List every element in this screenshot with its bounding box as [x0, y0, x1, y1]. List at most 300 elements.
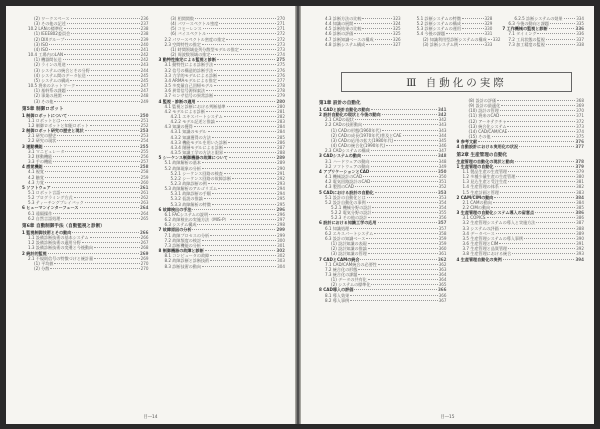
leader-dots	[64, 53, 140, 55]
toc-entry-title: 4.2 触覚	[28, 174, 44, 180]
toc-entry-page: 380	[576, 174, 584, 180]
toc-entry-title: 4 アプリケーションとCAD	[319, 168, 370, 174]
toc-entry-title: (3) その他の記述	[34, 21, 66, 27]
toc-entry-page: 291	[277, 170, 285, 176]
toc-entry-title: 4.3 製図のCAD	[325, 184, 354, 190]
leader-dots	[378, 263, 438, 265]
leader-dots	[61, 119, 139, 121]
toc-entry-title: (3) CADの応用の拡大(1980年代)	[331, 137, 394, 143]
leader-dots	[64, 27, 140, 29]
toc-entry-page: 354	[438, 199, 447, 205]
toc-entry-title: 2.1 研究の歴史	[28, 133, 57, 139]
toc-entry-title: 5.2.2 シーケンス回路の故障診断	[170, 175, 232, 181]
toc-entry-page: 323	[392, 16, 401, 21]
toc-entry-page: 357	[438, 225, 447, 231]
leader-dots	[358, 268, 437, 270]
leader-dots	[67, 22, 140, 24]
leader-dots	[496, 232, 576, 234]
leader-dots	[67, 89, 140, 91]
toc-entry-page: 287	[277, 144, 285, 150]
page-number: 目―14	[143, 415, 158, 420]
leader-dots	[550, 22, 575, 24]
toc-entry-page: 296	[276, 206, 285, 212]
toc-entry-title: 5.2.2 電気分野の設計	[331, 210, 372, 216]
toc-entry-page: 345	[438, 137, 447, 143]
toc-entry-title: 1 監視制御技術とその動向	[22, 229, 72, 235]
toc-entry-page: 375	[576, 134, 584, 140]
toc-entry-page: 364	[438, 272, 447, 277]
toc-entry-title: (4) システム間のデータ伝送	[34, 72, 86, 78]
toc-entry-page: 359	[438, 235, 447, 241]
chapter-heading: 第1章 設計の自動化	[319, 101, 361, 106]
toc-entry-title: 4.1 視覚	[28, 169, 44, 175]
toc-entry-page: 280	[277, 103, 285, 109]
toc-entry-title: 3.1 マニピュレータ	[28, 148, 65, 154]
left-page	[6, 6, 295, 424]
toc-entry-title: 5.3.2 仮説の推論	[170, 196, 203, 202]
leader-dots	[49, 48, 140, 50]
leader-dots	[214, 94, 276, 96]
toc-entry-title: (5) システムの構成	[34, 77, 70, 83]
toc-entry-title: 1.3 見込生産と受注生産	[462, 179, 508, 185]
toc-entry-page: 240	[140, 41, 149, 47]
toc-entry-page: 238	[140, 31, 149, 37]
toc-entry-title: 5.2 プログラミング方式	[28, 195, 73, 201]
toc-entry-page: 327	[392, 41, 401, 47]
toc-entry-title: 3 運動機能	[22, 143, 43, 149]
toc-entry-title: 6.3 システム構成	[164, 222, 197, 228]
leader-dots	[228, 141, 276, 143]
leader-dots	[500, 227, 576, 229]
toc-entry-page: 269	[139, 250, 149, 256]
leader-dots	[207, 32, 276, 34]
toc-entry-page: 373	[576, 123, 584, 129]
toc-entry-title: (1) 基幹系の課題	[34, 88, 66, 94]
toc-entry-page: 270	[277, 16, 285, 21]
toc-entry-title: (13) 統合化システム	[468, 123, 507, 129]
leader-dots	[363, 175, 438, 177]
right-page	[301, 6, 594, 424]
toc-entry-title: 3.6 異常信号源探索法	[164, 88, 206, 94]
leader-dots	[491, 206, 575, 208]
toc-entry-page: 374	[576, 128, 584, 134]
toc-entry-page: 267	[140, 240, 149, 246]
leader-dots	[500, 191, 575, 193]
toc-entry-title: (12) アーキテクチャ	[468, 118, 507, 124]
leader-dots	[462, 22, 484, 24]
toc-entry-title: 4 自動設計における実用化の状況	[456, 144, 519, 150]
toc-entry-page: 269	[140, 255, 149, 261]
leader-dots	[44, 145, 139, 147]
toc-entry-page: 348	[438, 158, 447, 164]
toc-entry-title: 8.2 故障診断と診断技術	[164, 258, 210, 264]
toc-entry-page: 384	[576, 199, 584, 205]
leader-dots	[362, 17, 391, 19]
toc-entry-page: 304	[277, 263, 285, 269]
toc-entry-title: (2) 周波数領域の推定	[170, 52, 211, 58]
leader-dots	[224, 146, 276, 148]
leader-dots	[205, 249, 276, 251]
toc-entry-page: 350	[437, 168, 447, 174]
toc-column	[319, 16, 401, 68]
leader-dots	[368, 278, 438, 280]
toc-entry-page: 261	[140, 190, 149, 195]
toc-entry-page: 266	[140, 235, 149, 241]
leader-dots	[227, 105, 277, 107]
toc-entry-page: 276	[277, 72, 285, 78]
leader-dots	[206, 89, 276, 91]
leader-dots	[53, 160, 139, 162]
toc-entry-page: 342	[437, 112, 447, 118]
toc-entry-title: 3.2 信号の構造的診断手法	[164, 67, 214, 73]
toc-entry-page: 275	[276, 57, 285, 63]
leader-dots	[371, 165, 438, 167]
toc-entry-page: 391	[576, 241, 584, 247]
leader-dots	[94, 257, 140, 259]
toc-entry-title: 7.1 故障プロセスの分析	[164, 232, 210, 238]
toc-entry-page: 259	[140, 174, 149, 180]
toc-entry-page: 249	[140, 98, 149, 104]
toc-entry-title: (1) IEEE802委員会	[34, 31, 71, 37]
toc-entry-page: 253	[139, 128, 149, 134]
toc-entry-page: 299	[276, 227, 285, 233]
toc-entry-title: 7.1 CAD/CAM統合の必要性	[325, 261, 377, 267]
toc-entry-page: 271	[277, 26, 285, 32]
leader-dots	[63, 94, 140, 96]
toc-entry-title: 2.1 不規則信号の特徴づけと統計量	[28, 255, 94, 261]
toc-entry-title: 5.3 故障解析のアルゴリズム	[164, 186, 218, 192]
toc-entry-page: 265	[140, 215, 149, 221]
toc-entry-title: 1.4 生産管理の体系	[462, 184, 499, 190]
toc-entry-title: 2.2 研究の現状	[28, 138, 57, 144]
leader-dots	[212, 203, 276, 205]
toc-entry-title: 8.1 コンピュータの故障	[164, 253, 210, 259]
leader-dots	[71, 32, 140, 34]
leader-dots	[240, 48, 276, 50]
leader-dots	[232, 177, 276, 179]
toc-entry-page: 352	[438, 184, 447, 190]
toc-entry-page: 298	[277, 222, 285, 228]
leader-dots	[87, 74, 140, 76]
toc-entry-page: 354	[438, 204, 447, 210]
page-number: 目―15	[440, 415, 455, 420]
toc-entry-title: 3.5 多変量自己回帰モデル	[164, 83, 214, 89]
toc-entry-page: 371	[576, 113, 584, 119]
toc-entry-title: 3.7 生産管理と品質管理	[462, 246, 508, 252]
toc-entry-page: 355	[438, 210, 447, 216]
leader-dots	[208, 182, 276, 184]
leader-dots	[462, 17, 484, 19]
toc-entry-page: 366	[438, 292, 447, 298]
leader-dots	[49, 43, 140, 45]
toc-entry-title: 2 設計自動化の現状と今後の動向	[319, 112, 381, 118]
leader-dots	[499, 242, 575, 244]
leader-dots	[48, 252, 139, 254]
toc-entry-title: 3.2 ソフトウェアの動向	[325, 163, 370, 169]
leader-dots	[363, 123, 438, 125]
leader-dots	[218, 187, 276, 189]
leader-dots	[90, 236, 140, 238]
toc-entry-title: 5.3 ティーチングプレイバック	[28, 200, 84, 206]
toc-entry-page: 361	[438, 251, 447, 257]
leader-dots	[210, 254, 276, 256]
toc-entry-title: 2.1 CADの現状	[325, 117, 354, 123]
toc-entry-title: 生産管理の自動化の現状と動向	[456, 158, 514, 164]
leader-dots	[512, 252, 575, 254]
toc-entry-title: 4.3.2 知識獲得の方法	[170, 134, 211, 140]
toc-entry-title: 6.3 設計の知識ベース	[325, 235, 366, 241]
toc-entry-page: 284	[277, 124, 285, 130]
leader-dots	[508, 170, 575, 172]
leader-dots	[63, 58, 140, 60]
toc-entry-title: 2.1 CAMの動向	[462, 199, 492, 205]
toc-entry-page: 295	[277, 196, 285, 202]
toc-entry-page: 346	[438, 143, 447, 149]
toc-entry-title: (2) 事業の展開	[34, 93, 62, 99]
toc-entry-page: 334	[576, 16, 585, 21]
toc-entry	[22, 266, 149, 271]
leader-dots	[204, 197, 276, 199]
toc-entry-title: (2) 知識利用型診断システムの構成	[422, 36, 487, 42]
toc-entry-title: 1.2 制御ロボットと知能ロボット	[28, 122, 90, 128]
toc-entry-page: 329	[484, 21, 493, 27]
toc-entry-page: 255	[139, 143, 149, 149]
toc-entry-page: 325	[392, 26, 401, 32]
leader-dots	[214, 63, 276, 65]
toc-entry-page: 238	[140, 26, 149, 32]
toc-entry-page: 392	[576, 246, 584, 252]
toc-entry-title: (2) CADの成長(1970年代)普及とCAE	[331, 132, 402, 138]
leader-dots	[487, 216, 576, 218]
toc-column	[319, 98, 447, 408]
toc-entry-page: 367	[438, 297, 447, 303]
leader-dots	[57, 139, 139, 141]
toc-entry-page: 328	[484, 16, 493, 21]
leader-dots	[214, 84, 276, 86]
leader-dots	[355, 118, 438, 120]
toc-entry-page: 277	[277, 77, 285, 83]
leader-dots	[362, 27, 391, 29]
toc-entry-title: 4.3 力覚	[28, 179, 44, 185]
toc-entry-page: 326	[392, 36, 401, 42]
leader-dots	[382, 129, 438, 131]
leader-dots	[217, 58, 275, 60]
leader-dots	[202, 244, 276, 246]
leader-dots	[519, 145, 574, 147]
toc-entry-title: (2) 分散	[34, 266, 50, 272]
leader-dots	[358, 273, 437, 275]
toc-entry-page: 335	[576, 21, 585, 27]
toc-entry-page: 359	[438, 241, 447, 247]
toc-entry-title: 2.2 CADの技術動向	[325, 122, 363, 128]
toc-entry-title: 3.7 センサ信号の異常診断	[164, 93, 214, 99]
toc-entry-title: 1.1 製品生産の生産管理	[462, 168, 508, 174]
toc-entry-page: 258	[139, 164, 149, 170]
toc-entry-title: 5.2 故障現象の分析	[164, 165, 201, 171]
leader-dots	[403, 134, 438, 136]
toc-entry-title: (6) バイスペクトル	[170, 31, 207, 37]
toc-entry-title: (3) 設計知識の管理	[331, 251, 367, 257]
chapter-heading: 第6章 自動制御手法（自動監視と診断）	[22, 223, 105, 229]
toc-entry-title: 2.2 パワースペクトル密度の推定	[164, 36, 226, 42]
toc-entry-page: 255	[140, 148, 149, 154]
toc-entry-title: 5.1 設計の自動化とは	[325, 194, 366, 200]
leader-dots	[226, 38, 276, 40]
toc-entry-page: 378	[575, 158, 584, 164]
leader-dots	[53, 155, 139, 157]
toc-entry-title: 1.2 設備診断技術の適用分野	[28, 240, 81, 246]
toc-entry-title: 3.3 システムの評価	[462, 225, 499, 231]
toc-entry-page: 353	[438, 194, 447, 200]
toc-entry-page: 252	[140, 122, 149, 128]
leader-dots	[488, 38, 492, 40]
toc-entry-title: 6 故障検出の手法	[158, 206, 192, 212]
leader-dots	[500, 185, 575, 187]
toc-entry-page: 263	[140, 200, 149, 206]
toc-entry-title: 4.3 知識の獲得	[164, 124, 193, 130]
leader-dots	[360, 258, 436, 260]
leader-dots	[354, 288, 437, 290]
toc-entry-title: (8) 設計の評価	[468, 98, 497, 103]
toc-entry-title: (3) システムの統合とその分野	[34, 67, 90, 73]
toc-entry-page: 236	[140, 16, 149, 21]
toc-entry-page: 288	[277, 150, 285, 156]
toc-entry-page: 387	[576, 220, 584, 226]
leader-dots	[214, 69, 276, 71]
leader-dots	[216, 120, 276, 122]
toc-entry-page: 393	[576, 251, 584, 257]
toc-entry-title: 5.3.1 故障診断の手順	[170, 191, 211, 197]
leader-dots	[65, 150, 139, 152]
toc-entry	[502, 42, 584, 47]
toc-entry	[457, 144, 585, 149]
toc-entry-page: 247	[140, 83, 149, 89]
toc-entry-title: (9) 設計の最適化	[468, 103, 501, 109]
toc-entry-page: 365	[438, 282, 447, 288]
leader-dots	[202, 239, 276, 241]
toc-column	[457, 98, 585, 408]
toc-entry-page: 283	[277, 119, 285, 125]
leader-dots	[564, 17, 576, 19]
toc-entry-page: 250	[139, 112, 149, 118]
leader-dots	[202, 161, 276, 163]
toc-entry	[411, 42, 493, 47]
toc-entry-title: 2.3 空間特性の推定	[164, 41, 201, 47]
toc-entry-page: 254	[140, 138, 149, 144]
toc-entry-title: (4) パワースペクトル密度	[170, 21, 219, 27]
leader-dots	[85, 201, 140, 203]
toc-entry-page: 362	[437, 256, 447, 262]
toc-entry-title: (2) ラインの用途	[34, 62, 66, 68]
toc-entry-title: 3 動特性推定による監視と診断	[158, 57, 216, 63]
leader-dots	[229, 156, 276, 158]
toc-entry-page: 338	[576, 41, 585, 47]
toc-entry-title: 5.2 設計自動化の事例	[325, 199, 366, 205]
toc-entry-title: 4.1 監視と診断における判断基準	[164, 103, 226, 109]
toc-entry-page: 389	[576, 230, 584, 236]
toc-entry-page: 292	[277, 175, 285, 181]
leader-dots	[57, 134, 139, 136]
toc-entry-title: (5) コヒーレンス	[170, 26, 202, 32]
toc-entry-page: 324	[392, 21, 401, 27]
toc-entry-title: 5.4 今後の課題	[416, 31, 445, 37]
leader-dots	[80, 206, 139, 208]
toc-entry-page: 366	[437, 287, 447, 293]
leader-dots	[50, 267, 139, 269]
toc-entry-title: 5.1 ロボット言語	[28, 190, 61, 195]
leader-dots	[202, 167, 276, 169]
toc-entry-page: 347	[438, 148, 447, 154]
toc-entry-page: 343	[438, 127, 447, 133]
leader-dots	[355, 185, 438, 187]
toc-entry	[319, 42, 401, 47]
toc-entry-title: 4.6 診断の評価	[325, 31, 354, 37]
toc-entry-page: 357	[437, 220, 447, 226]
toc-entry-page: 282	[277, 113, 285, 119]
toc-entry-title: (2) ワークスペース	[34, 16, 70, 21]
toc-entry-page: 337	[576, 36, 585, 42]
toc-entry-page: 386	[576, 215, 584, 221]
toc-entry-title: 4.4 知識の展開	[325, 21, 354, 27]
leader-dots	[197, 223, 276, 225]
toc-entry-page: 258	[140, 169, 149, 175]
leader-dots	[501, 104, 575, 106]
toc-entry-title: 8.1 導入効果	[325, 292, 350, 298]
toc-entry-title: 6.1 遠隔操作	[28, 210, 53, 216]
leader-dots	[192, 208, 275, 210]
leader-dots	[493, 201, 575, 203]
toc-entry-title: 4.2 モデルによる診断	[164, 108, 205, 114]
leader-dots	[211, 53, 276, 55]
leader-dots	[537, 32, 575, 34]
toc-entry-title: (3) 診断システム例	[422, 41, 459, 47]
leader-dots	[85, 129, 139, 131]
toc-entry-page: 360	[438, 246, 447, 252]
toc-entry-page: 383	[576, 189, 584, 195]
toc-entry-page: 253	[140, 133, 149, 139]
leader-dots	[212, 192, 276, 194]
toc-entry-title: (3) 相関関数	[170, 16, 194, 21]
leader-dots	[492, 135, 576, 137]
toc-entry-title: 6.2.5 診断システムの効果	[514, 16, 563, 21]
toc-entry-page: 302	[277, 253, 285, 259]
toc-column	[502, 16, 584, 68]
toc-entry-title: (10) 設計の管理	[468, 108, 499, 114]
leader-dots	[354, 22, 392, 24]
toc-entry-title: 1 制御ロボットについて	[22, 112, 68, 118]
toc-entry-title: 4 監視・診断の適用	[158, 98, 196, 104]
toc-entry-page: 364	[438, 277, 447, 283]
toc-entry-page: 381	[576, 179, 584, 185]
toc-entry-page: 245	[140, 72, 149, 78]
leader-dots	[507, 120, 575, 122]
leader-dots	[350, 299, 437, 301]
leader-dots	[515, 160, 575, 162]
toc-entry-page: 376	[575, 139, 584, 145]
toc-entry-title: 4.3.4 階層モデルによる診断	[170, 144, 223, 150]
toc-entry-title: 7.2 工具状態の監視	[508, 36, 545, 42]
leader-dots	[495, 165, 575, 167]
leader-dots	[462, 27, 484, 29]
toc-entry-title: 4.2.2 モデル記述と推論	[170, 119, 215, 125]
toc-entry-title: 5 ソフトウェア	[22, 184, 51, 190]
toc-entry-title: 1 CADと設計自動化の動向	[319, 107, 370, 112]
toc-column	[159, 16, 286, 411]
toc-entry-title: 10.5 将来のネットワーク	[28, 83, 76, 89]
toc-entry-page: 286	[277, 139, 285, 145]
toc-entry-page: 294	[277, 191, 285, 197]
leader-dots	[61, 191, 139, 193]
